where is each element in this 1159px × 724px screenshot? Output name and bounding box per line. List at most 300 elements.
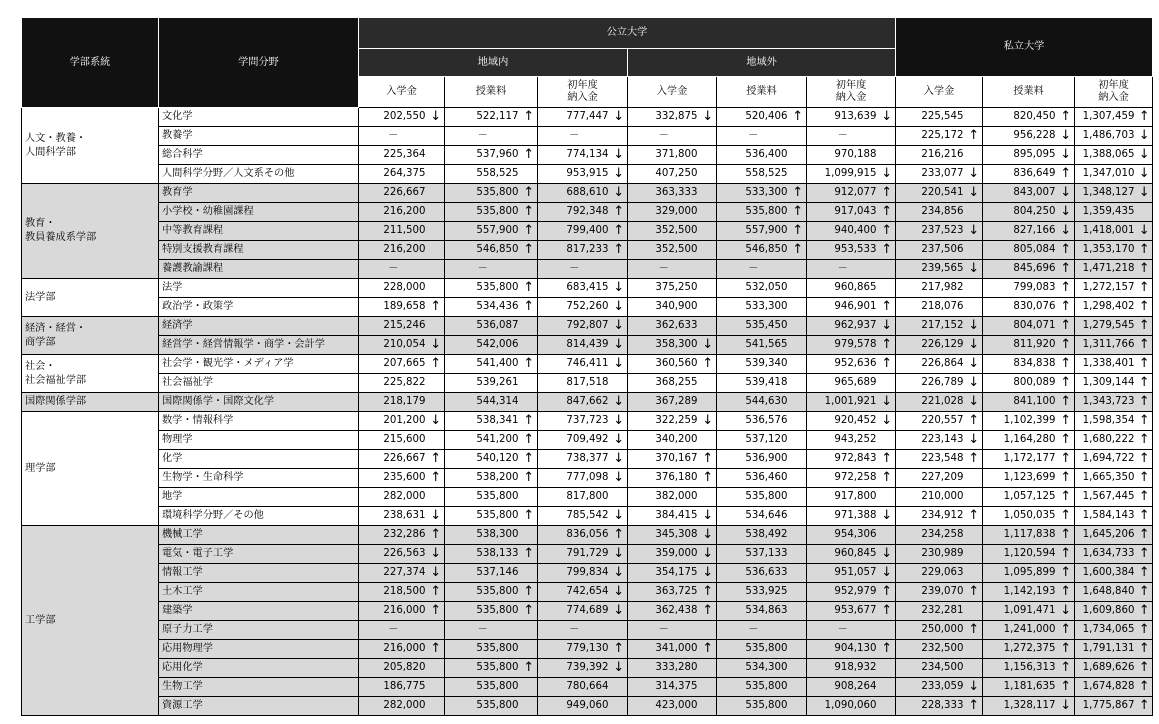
down-arrow-icon: ↓ (879, 317, 896, 336)
up-arrow-icon: ↑ (521, 469, 538, 488)
value-cell: 1,674,828 (1075, 678, 1137, 697)
down-arrow-icon: ↓ (966, 355, 983, 374)
up-arrow-icon: ↑ (1058, 526, 1075, 545)
down-arrow-icon: ↓ (700, 545, 717, 564)
table-row (22, 640, 1153, 659)
up-arrow-icon: ↑ (521, 583, 538, 602)
arrow-cell (790, 450, 807, 469)
up-arrow-icon: ↑ (1137, 469, 1153, 488)
up-arrow-icon: ↑ (700, 450, 717, 469)
arrow-cell (700, 203, 717, 222)
arrow-cell (879, 526, 896, 545)
faculty-group-label: 国際関係学部 (22, 393, 159, 412)
faculty-group-label: 経済・経営・ 商学部 (22, 317, 159, 355)
faculty-group-label: 教育・ 教員養成系学部 (22, 184, 159, 279)
value-cell: 220,541 (896, 184, 966, 203)
arrow-cell (790, 146, 807, 165)
value-cell: 965,689 (807, 374, 879, 393)
up-arrow-icon: ↑ (1058, 317, 1075, 336)
arrow-cell (521, 393, 538, 412)
up-arrow-icon: ↑ (521, 431, 538, 450)
down-arrow-icon: ↓ (611, 659, 628, 678)
value-cell: 792,807 (538, 317, 611, 336)
value-cell: 1,057,125 (983, 488, 1058, 507)
value-cell: 535,800 (445, 640, 521, 659)
value-cell: 1,279,545 (1075, 317, 1137, 336)
value-cell: 544,630 (717, 393, 790, 412)
arrow-cell (700, 184, 717, 203)
arrow-cell (611, 621, 628, 640)
value-cell: 1,665,350 (1075, 469, 1137, 488)
up-arrow-icon: ↑ (428, 640, 445, 659)
value-cell: 227,374 (359, 564, 428, 583)
arrow-cell (428, 621, 445, 640)
arrow-cell (790, 583, 807, 602)
table-row (22, 222, 1153, 241)
value-cell: 805,084 (983, 241, 1058, 260)
value-cell: 207,665 (359, 355, 428, 374)
down-arrow-icon: ↓ (1058, 127, 1075, 146)
table-row (22, 602, 1153, 621)
up-arrow-icon: ↑ (611, 203, 628, 222)
up-arrow-icon: ↑ (521, 279, 538, 298)
up-arrow-icon: ↑ (1137, 450, 1153, 469)
faculty-group-label: 人文・教養・ 人間科学部 (22, 108, 159, 184)
up-arrow-icon: ↑ (521, 602, 538, 621)
value-cell: 742,654 (538, 583, 611, 602)
value-cell: 352,500 (628, 222, 700, 241)
value-cell: 230,989 (896, 545, 966, 564)
value-cell: 532,050 (717, 279, 790, 298)
up-arrow-icon: ↑ (1137, 279, 1153, 298)
value-cell: 845,696 (983, 260, 1058, 279)
value-cell: 539,340 (717, 355, 790, 374)
value-cell: 972,843 (807, 450, 879, 469)
down-arrow-icon: ↓ (966, 260, 983, 279)
table-row (22, 279, 1153, 298)
arrow-cell (611, 127, 628, 146)
value-cell: 1,181,635 (983, 678, 1058, 697)
up-arrow-icon: ↑ (1058, 279, 1075, 298)
arrow-cell (790, 602, 807, 621)
down-arrow-icon: ↓ (1058, 602, 1075, 621)
value-cell: 1,418,001 (1075, 222, 1137, 241)
value-cell: 738,377 (538, 450, 611, 469)
table-row (22, 108, 1153, 127)
university-fee-table (21, 17, 1153, 716)
value-cell: 535,800 (717, 678, 790, 697)
value-cell: 953,915 (538, 165, 611, 184)
value-cell: 226,667 (359, 450, 428, 469)
value-cell: 774,134 (538, 146, 611, 165)
value-cell: 1,164,280 (983, 431, 1058, 450)
up-arrow-icon: ↑ (790, 241, 807, 260)
value-cell: 1,117,838 (983, 526, 1058, 545)
value-cell: 217,982 (896, 279, 966, 298)
value-cell: 226,789 (896, 374, 966, 393)
down-arrow-icon: ↓ (611, 298, 628, 317)
value-cell: 215,246 (359, 317, 428, 336)
down-arrow-icon: ↓ (879, 165, 896, 184)
value-cell: 216,216 (896, 146, 966, 165)
arrow-cell (428, 678, 445, 697)
value-cell: 1,471,218 (1075, 260, 1137, 279)
arrow-cell (879, 279, 896, 298)
arrow-cell (521, 678, 538, 697)
value-cell: 1,272,375 (983, 640, 1058, 659)
value-cell: 737,723 (538, 412, 611, 431)
field-label: 建築学 (159, 602, 359, 621)
value-cell: 943,252 (807, 431, 879, 450)
header-public-university: 公立大学 (359, 18, 896, 49)
header-tuition-out: 授業料 (717, 77, 807, 108)
header-first-year-line2: 納入金 (835, 92, 867, 103)
arrow-cell (611, 678, 628, 697)
down-arrow-icon: ↓ (700, 336, 717, 355)
value-cell: 970,188 (807, 146, 879, 165)
value-cell: － (807, 621, 879, 640)
arrow-cell (700, 279, 717, 298)
arrow-cell (966, 146, 983, 165)
header-faculty-group: 学部系統 (22, 18, 159, 108)
arrow-cell (521, 488, 538, 507)
value-cell: 557,900 (445, 222, 521, 241)
field-label: 土木工学 (159, 583, 359, 602)
up-arrow-icon: ↑ (879, 298, 896, 317)
field-label: 総合科学 (159, 146, 359, 165)
field-label: 生物工学 (159, 678, 359, 697)
value-cell: 535,800 (445, 697, 521, 716)
arrow-cell (879, 374, 896, 393)
down-arrow-icon: ↓ (611, 412, 628, 431)
value-cell: － (807, 260, 879, 279)
down-arrow-icon: ↓ (611, 469, 628, 488)
arrow-cell (700, 241, 717, 260)
down-arrow-icon: ↓ (611, 450, 628, 469)
down-arrow-icon: ↓ (700, 108, 717, 127)
arrow-cell (790, 279, 807, 298)
value-cell: 1,791,131 (1075, 640, 1137, 659)
arrow-cell (700, 260, 717, 279)
up-arrow-icon: ↑ (1137, 336, 1153, 355)
down-arrow-icon: ↓ (611, 317, 628, 336)
value-cell: 282,000 (359, 697, 428, 716)
field-label: 法学 (159, 279, 359, 298)
field-label: 数学・情報科学 (159, 412, 359, 431)
value-cell: 777,447 (538, 108, 611, 127)
arrow-cell (700, 659, 717, 678)
value-cell: 384,415 (628, 507, 700, 526)
table-row (22, 488, 1153, 507)
arrow-cell (966, 659, 983, 678)
value-cell: 1,348,127 (1075, 184, 1137, 203)
arrow-cell (966, 298, 983, 317)
value-cell: 785,542 (538, 507, 611, 526)
up-arrow-icon: ↑ (521, 108, 538, 127)
table-row (22, 469, 1153, 488)
arrow-cell (790, 488, 807, 507)
value-cell: 536,576 (717, 412, 790, 431)
table-row (22, 393, 1153, 412)
up-arrow-icon: ↑ (428, 450, 445, 469)
value-cell: 546,850 (717, 241, 790, 260)
arrow-cell (879, 146, 896, 165)
arrow-cell (521, 526, 538, 545)
value-cell: 1,123,699 (983, 469, 1058, 488)
value-cell: 322,259 (628, 412, 700, 431)
value-cell: 811,920 (983, 336, 1058, 355)
value-cell: 913,639 (807, 108, 879, 127)
down-arrow-icon: ↓ (700, 564, 717, 583)
arrow-cell (428, 393, 445, 412)
arrow-cell (428, 697, 445, 716)
header-first-year-out (807, 77, 896, 108)
down-arrow-icon: ↓ (428, 412, 445, 431)
value-cell: 546,850 (445, 241, 521, 260)
value-cell: 535,800 (445, 279, 521, 298)
arrow-cell (428, 146, 445, 165)
table-row (22, 621, 1153, 640)
up-arrow-icon: ↑ (521, 659, 538, 678)
value-cell: 804,250 (983, 203, 1058, 222)
arrow-cell (790, 545, 807, 564)
value-cell: 358,300 (628, 336, 700, 355)
value-cell: 954,306 (807, 526, 879, 545)
field-label: 人間科学分野／人文系その他 (159, 165, 359, 184)
value-cell: 226,563 (359, 545, 428, 564)
up-arrow-icon: ↑ (428, 298, 445, 317)
arrow-cell (790, 564, 807, 583)
value-cell: 368,255 (628, 374, 700, 393)
arrow-cell (790, 260, 807, 279)
value-cell: 533,925 (717, 583, 790, 602)
up-arrow-icon: ↑ (1058, 583, 1075, 602)
down-arrow-icon: ↓ (879, 507, 896, 526)
value-cell: 540,120 (445, 450, 521, 469)
value-cell: 228,333 (896, 697, 966, 716)
up-arrow-icon: ↑ (879, 184, 896, 203)
value-cell: 537,133 (717, 545, 790, 564)
up-arrow-icon: ↑ (1137, 602, 1153, 621)
up-arrow-icon: ↑ (611, 241, 628, 260)
value-cell: 557,900 (717, 222, 790, 241)
down-arrow-icon: ↓ (611, 564, 628, 583)
up-arrow-icon: ↑ (1058, 108, 1075, 127)
down-arrow-icon: ↓ (611, 431, 628, 450)
header-tuition-priv: 授業料 (983, 77, 1075, 108)
arrow-cell (428, 222, 445, 241)
value-cell: － (628, 260, 700, 279)
down-arrow-icon: ↓ (700, 507, 717, 526)
arrow-cell (521, 374, 538, 393)
header-tuition-in: 授業料 (445, 77, 538, 108)
arrow-cell (521, 640, 538, 659)
value-cell: 908,264 (807, 678, 879, 697)
arrow-cell (966, 545, 983, 564)
value-cell: 960,865 (807, 279, 879, 298)
arrow-cell (790, 336, 807, 355)
header-first-year-line1: 初年度 (567, 80, 598, 91)
arrow-cell (700, 317, 717, 336)
field-label: 化学 (159, 450, 359, 469)
down-arrow-icon: ↓ (611, 602, 628, 621)
table-row (22, 507, 1153, 526)
value-cell: 952,979 (807, 583, 879, 602)
value-cell: 226,864 (896, 355, 966, 374)
down-arrow-icon: ↓ (611, 393, 628, 412)
value-cell: 189,658 (359, 298, 428, 317)
value-cell: 830,076 (983, 298, 1058, 317)
value-cell: 683,415 (538, 279, 611, 298)
value-cell: 407,250 (628, 165, 700, 184)
down-arrow-icon: ↓ (1058, 184, 1075, 203)
value-cell: 216,200 (359, 203, 428, 222)
arrow-cell (428, 184, 445, 203)
value-cell: 237,523 (896, 222, 966, 241)
value-cell: 264,375 (359, 165, 428, 184)
field-label: 資源工学 (159, 697, 359, 716)
value-cell: 205,820 (359, 659, 428, 678)
field-label: 特別支援教育課程 (159, 241, 359, 260)
value-cell: 535,800 (445, 184, 521, 203)
value-cell: 953,677 (807, 602, 879, 621)
table-row (22, 678, 1153, 697)
value-cell: 226,667 (359, 184, 428, 203)
up-arrow-icon: ↑ (611, 640, 628, 659)
table-row (22, 146, 1153, 165)
up-arrow-icon: ↑ (1137, 564, 1153, 583)
arrow-cell (790, 374, 807, 393)
up-arrow-icon: ↑ (1137, 659, 1153, 678)
header-in-region: 地域内 (359, 49, 628, 77)
up-arrow-icon: ↑ (611, 222, 628, 241)
value-cell: 1,347,010 (1075, 165, 1137, 184)
value-cell: 1,241,000 (983, 621, 1058, 640)
value-cell: 218,179 (359, 393, 428, 412)
value-cell: 232,281 (896, 602, 966, 621)
value-cell: 423,000 (628, 697, 700, 716)
up-arrow-icon: ↑ (1058, 431, 1075, 450)
value-cell: 522,117 (445, 108, 521, 127)
up-arrow-icon: ↑ (966, 450, 983, 469)
header-field: 学問分野 (159, 18, 359, 108)
value-cell: － (359, 621, 428, 640)
table-row (22, 545, 1153, 564)
header-first-year-line2: 納入金 (1098, 92, 1129, 103)
up-arrow-icon: ↑ (790, 222, 807, 241)
value-cell: 917,043 (807, 203, 879, 222)
down-arrow-icon: ↓ (611, 507, 628, 526)
value-cell: 962,937 (807, 317, 879, 336)
up-arrow-icon: ↑ (1137, 488, 1153, 507)
arrow-cell (966, 108, 983, 127)
value-cell: 1,156,313 (983, 659, 1058, 678)
value-cell: 799,083 (983, 279, 1058, 298)
up-arrow-icon: ↑ (1137, 640, 1153, 659)
up-arrow-icon: ↑ (966, 127, 983, 146)
value-cell: 520,406 (717, 108, 790, 127)
value-cell: 1,680,222 (1075, 431, 1137, 450)
down-arrow-icon: ↓ (1137, 184, 1153, 203)
value-cell: 535,800 (717, 203, 790, 222)
down-arrow-icon: ↓ (611, 336, 628, 355)
arrow-cell (966, 279, 983, 298)
arrow-cell (521, 621, 538, 640)
down-arrow-icon: ↓ (1058, 146, 1075, 165)
value-cell: － (807, 127, 879, 146)
value-cell: 952,636 (807, 355, 879, 374)
value-cell: 367,289 (628, 393, 700, 412)
up-arrow-icon: ↑ (1137, 393, 1153, 412)
value-cell: 1,338,401 (1075, 355, 1137, 374)
down-arrow-icon: ↓ (700, 526, 717, 545)
value-cell: 202,550 (359, 108, 428, 127)
value-cell: 345,308 (628, 526, 700, 545)
value-cell: 1,001,921 (807, 393, 879, 412)
down-arrow-icon: ↓ (966, 336, 983, 355)
up-arrow-icon: ↑ (521, 146, 538, 165)
value-cell: 228,000 (359, 279, 428, 298)
arrow-cell (428, 317, 445, 336)
arrow-cell (966, 241, 983, 260)
value-cell: 1,567,445 (1075, 488, 1137, 507)
up-arrow-icon: ↑ (879, 583, 896, 602)
down-arrow-icon: ↓ (611, 279, 628, 298)
value-cell: 362,438 (628, 602, 700, 621)
arrow-cell (700, 165, 717, 184)
value-cell: 1,090,060 (807, 697, 879, 716)
value-cell: 227,209 (896, 469, 966, 488)
value-cell: 537,146 (445, 564, 521, 583)
value-cell: 538,200 (445, 469, 521, 488)
value-cell: 953,533 (807, 241, 879, 260)
up-arrow-icon: ↑ (966, 507, 983, 526)
value-cell: 1,775,867 (1075, 697, 1137, 716)
field-label: 生物学・生命科学 (159, 469, 359, 488)
arrow-cell (790, 659, 807, 678)
arrow-cell (790, 469, 807, 488)
value-cell: 534,863 (717, 602, 790, 621)
fee-table-container (21, 17, 1153, 716)
arrow-cell (1137, 203, 1153, 222)
table-row (22, 184, 1153, 203)
value-cell: 535,800 (445, 678, 521, 697)
up-arrow-icon: ↑ (1137, 108, 1153, 127)
value-cell: 841,100 (983, 393, 1058, 412)
arrow-cell (879, 431, 896, 450)
arrow-cell (879, 260, 896, 279)
up-arrow-icon: ↑ (611, 526, 628, 545)
arrow-cell (700, 374, 717, 393)
arrow-cell (700, 393, 717, 412)
value-cell: 1,102,399 (983, 412, 1058, 431)
down-arrow-icon: ↓ (1137, 222, 1153, 241)
value-cell: 843,007 (983, 184, 1058, 203)
arrow-cell (879, 127, 896, 146)
value-cell: 235,600 (359, 469, 428, 488)
field-label: 社会学・観光学・メディア学 (159, 355, 359, 374)
up-arrow-icon: ↑ (428, 526, 445, 545)
header-first-year-in (538, 77, 628, 108)
value-cell: 1,598,354 (1075, 412, 1137, 431)
down-arrow-icon: ↓ (879, 545, 896, 564)
arrow-cell (966, 564, 983, 583)
down-arrow-icon: ↓ (966, 317, 983, 336)
value-cell: 329,000 (628, 203, 700, 222)
arrow-cell (700, 621, 717, 640)
value-cell: 536,087 (445, 317, 521, 336)
down-arrow-icon: ↓ (428, 545, 445, 564)
